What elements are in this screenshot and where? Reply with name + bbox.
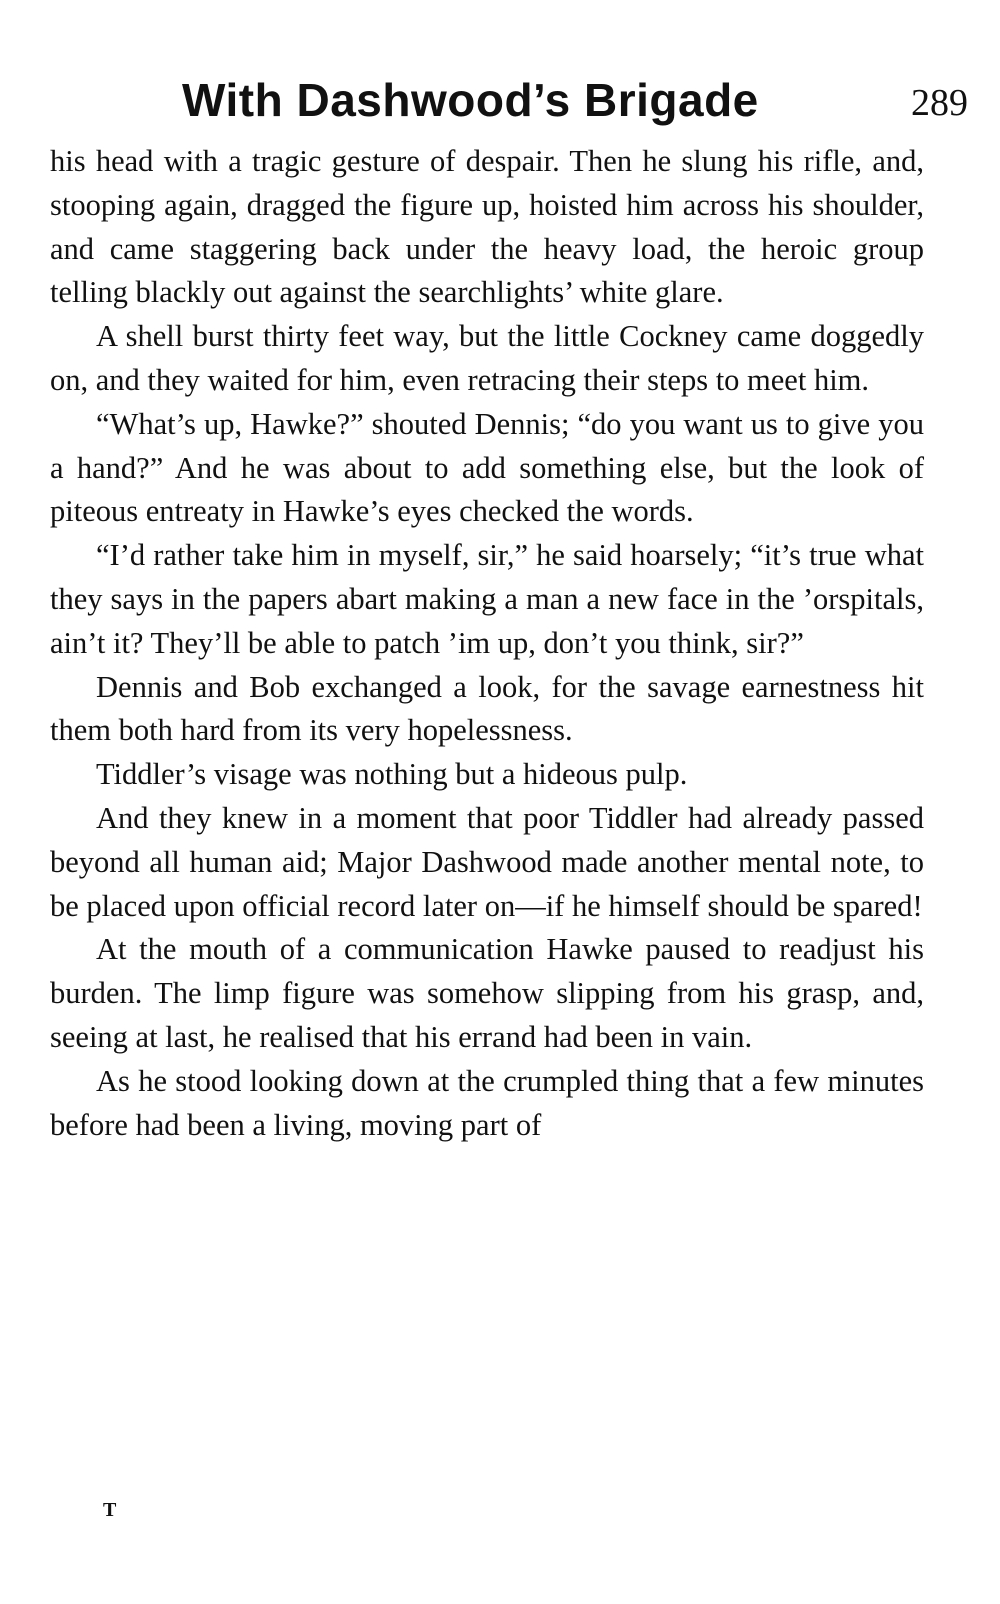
body-text	[50, 140, 924, 1147]
page-header	[48, 72, 968, 132]
paragraph: Tiddler’s visage was nothing but a hideous pulp.	[96, 757, 688, 792]
paragraph: At the mouth of a communication Hawke paused to readjust his burden. The limp figure was somehow slipping from his grasp, and, seeing at last, he realised that his errand had been in vain.	[50, 932, 924, 1054]
paragraph: Dennis and Bob exchanged a look, for the savage earnestness hit them both hard from its very hopelessness.	[50, 669, 924, 748]
paragraph: And they knew in a moment that poor Tiddler had already passed beyond all human aid; Major Dashwood made another mental note, to be placed upon official record later on—if he himself should be spared!	[50, 800, 924, 923]
paragraph: A shell burst thirty feet way, but the little Cockney came doggedly on, and they waited for him, even retracing their steps to meet him.	[50, 319, 924, 397]
paragraph: his head with a tragic gesture of despair. Then he slung his rifle, and, stooping again, dragged the figure up, hoisted him across his shoulder, and came staggering back under the heavy load, the heroic group telling blackly out against the searchlights’ white glare.	[50, 144, 924, 310]
running-title: With Dashwood’s Brigade	[182, 74, 759, 126]
paragraph: As he stood looking down at the crumpled thing that a few minutes before had been a living, moving part of	[50, 1063, 924, 1142]
signature-mark: T	[103, 1499, 117, 1521]
paragraph: “What’s up, Hawke?” shouted Dennis; “do you want us to give you a hand?” And he was about to add something else, but the look of piteous entreaty in Hawke’s eyes checked the words.	[50, 406, 924, 529]
page-number: 289	[911, 82, 968, 124]
paragraph: “I’d rather take him in myself, sir,” he said hoarsely; “it’s true what they says in the papers abart making a man a new face in the ’orspitals, ain’t it? They’ll be able to patch ’im up, don’t you think, sir?”	[50, 538, 924, 660]
